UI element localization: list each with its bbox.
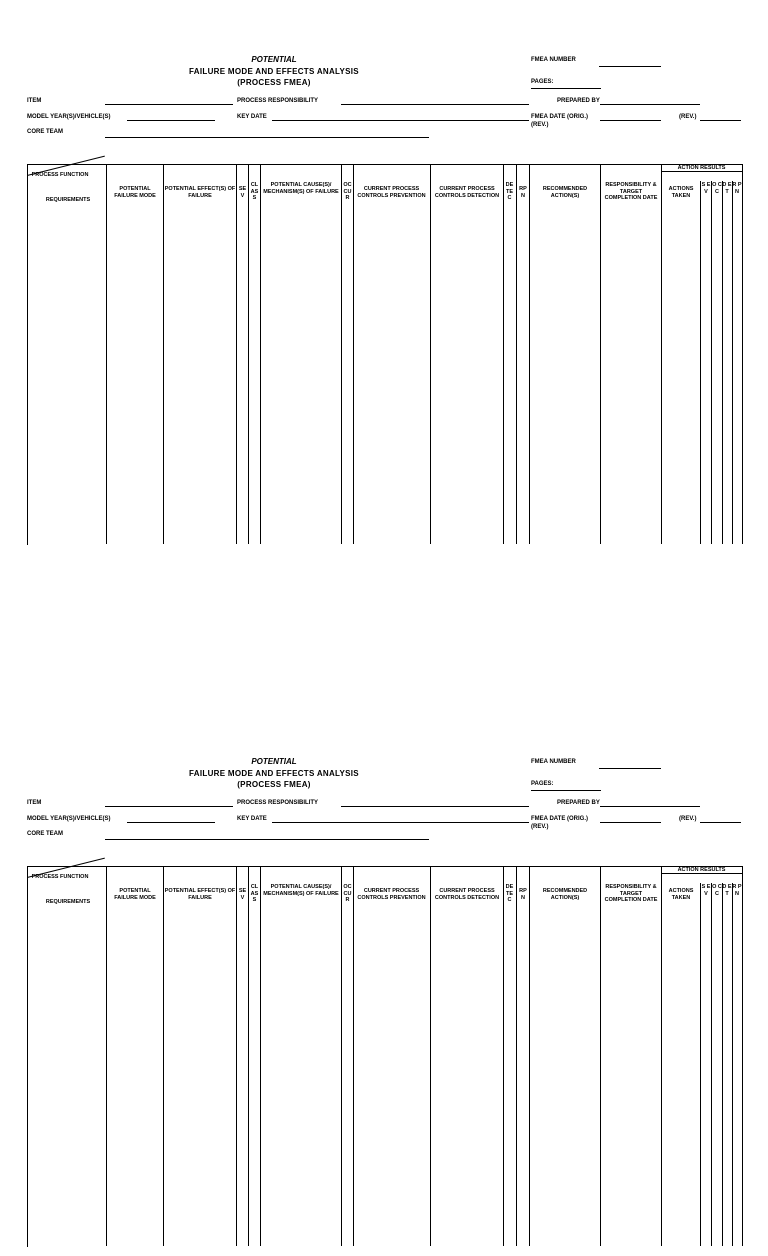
- col-prevention: CURRENT PROCESS CONTROLS PREVENTION: [357, 888, 426, 901]
- rev-field[interactable]: [700, 120, 741, 121]
- column-divider: [163, 164, 164, 544]
- core-team-field[interactable]: [105, 137, 429, 138]
- column-divider: [341, 164, 342, 544]
- fmea-date-label: FMEA DATE (ORIG.): [531, 114, 588, 120]
- key-date-label: KEY DATE: [237, 816, 267, 822]
- column-divider: [529, 164, 530, 544]
- fmea-date-field[interactable]: [600, 822, 661, 823]
- core-team-label: CORE TEAM: [27, 129, 63, 135]
- col-occur: OC CU R: [343, 884, 352, 903]
- table-right-edge: [742, 164, 743, 544]
- table-right-edge: [742, 866, 743, 1246]
- rev-field[interactable]: [700, 822, 741, 823]
- col-prevention: CURRENT PROCESS CONTROLS PREVENTION: [357, 186, 426, 199]
- item-label: ITEM: [27, 98, 42, 104]
- column-divider: [661, 866, 662, 1246]
- process-responsibility-label: PROCESS RESPONSIBILITY: [237, 98, 319, 104]
- key-date-label: KEY DATE: [237, 114, 267, 120]
- prepared-by-field[interactable]: [600, 806, 700, 807]
- col-actions-taken: ACTIONS TAKEN: [668, 186, 694, 199]
- col-detection: CURRENT PROCESS CONTROLS DETECTION: [434, 888, 500, 901]
- col-action-results: ACTION RESULTS: [677, 165, 726, 171]
- col-result-det: D E T: [722, 884, 732, 897]
- model-year-field[interactable]: [127, 822, 215, 823]
- key-date-field[interactable]: [272, 822, 529, 823]
- col-result-occ: O C C: [712, 884, 722, 897]
- col-dete: DE TE C: [505, 884, 514, 903]
- col-responsibility: RESPONSIBILITY & TARGET COMPLETION DATE: [604, 884, 658, 903]
- column-divider: [516, 164, 517, 544]
- col-dete: DE TE C: [505, 182, 514, 201]
- fmea-table: [27, 164, 743, 545]
- column-divider: [700, 181, 701, 544]
- col-result-det: D E T: [722, 182, 732, 195]
- column-divider: [260, 866, 261, 1246]
- fmea-form: [0, 54, 768, 554]
- col-detection: CURRENT PROCESS CONTROLS DETECTION: [434, 186, 500, 199]
- fmea-form: [0, 756, 768, 1256]
- rev-short-label: (REV.): [531, 824, 549, 830]
- col-causes: POTENTIAL CAUSE(S)/ MECHANISM(S) OF FAILURE: [263, 182, 339, 195]
- col-effects: POTENTIAL EFFECT(S) OF FAILURE: [164, 888, 236, 901]
- form-title: FAILURE MODE AND EFFECTS ANALYSIS: [189, 67, 359, 76]
- fmea-number-label: FMEA NUMBER: [531, 57, 576, 63]
- column-divider: [236, 866, 237, 1246]
- column-divider: [503, 164, 504, 544]
- col-rpn: RP N: [519, 888, 527, 901]
- col-result-rpn: R P N: [732, 182, 742, 195]
- column-divider: [711, 883, 712, 1246]
- column-divider: [700, 883, 701, 1246]
- core-team-field[interactable]: [105, 839, 429, 840]
- pages-label: PAGES:: [531, 79, 554, 85]
- col-requirements: REQUIREMENTS: [45, 197, 91, 203]
- pages-field[interactable]: [531, 88, 601, 89]
- fmea-date-label: FMEA DATE (ORIG.): [531, 816, 588, 822]
- process-responsibility-label: PROCESS RESPONSIBILITY: [237, 800, 319, 806]
- model-year-field[interactable]: [127, 120, 215, 121]
- fmea-table: [27, 866, 743, 1247]
- column-divider: [430, 866, 431, 1246]
- col-effects: POTENTIAL EFFECT(S) OF FAILURE: [164, 186, 236, 199]
- rev-label: (REV.): [679, 114, 697, 120]
- col-result-rpn: R P N: [732, 884, 742, 897]
- column-divider: [600, 866, 601, 1246]
- col-result-sev: S E V: [701, 884, 711, 897]
- column-divider: [248, 164, 249, 544]
- col-process-function: PROCESS FUNCTION: [31, 874, 89, 880]
- process-responsibility-field[interactable]: [341, 104, 529, 105]
- column-divider: [516, 866, 517, 1246]
- column-divider: [106, 164, 107, 544]
- item-field[interactable]: [105, 806, 233, 807]
- column-divider: [722, 181, 723, 544]
- column-divider: [722, 883, 723, 1246]
- column-divider: [711, 181, 712, 544]
- fmea-number-label: FMEA NUMBER: [531, 759, 576, 765]
- col-occur: OC CU R: [343, 182, 352, 201]
- col-result-occ: O C C: [712, 182, 722, 195]
- column-divider: [260, 164, 261, 544]
- rev-label: (REV.): [679, 816, 697, 822]
- model-year-label: MODEL YEAR(S)/VEHICLE(S): [27, 114, 111, 120]
- form-title: FAILURE MODE AND EFFECTS ANALYSIS: [189, 769, 359, 778]
- core-team-label: CORE TEAM: [27, 831, 63, 837]
- col-failure-mode: POTENTIAL FAILURE MODE: [114, 186, 156, 199]
- prepared-by-field[interactable]: [600, 104, 700, 105]
- column-divider: [430, 164, 431, 544]
- col-sev: SE V: [238, 888, 247, 901]
- item-field[interactable]: [105, 104, 233, 105]
- col-rpn: RP N: [519, 186, 527, 199]
- col-recommended: RECOMMENDED ACTION(S): [542, 888, 588, 901]
- column-divider: [236, 164, 237, 544]
- column-divider: [600, 164, 601, 544]
- rev-short-label: (REV.): [531, 122, 549, 128]
- form-title-italic: POTENTIAL: [251, 757, 297, 766]
- col-result-sev: S E V: [701, 182, 711, 195]
- col-class: CL AS S: [250, 884, 259, 903]
- form-subtitle: (PROCESS FMEA): [237, 78, 311, 87]
- form-subtitle: (PROCESS FMEA): [237, 780, 311, 789]
- pages-field[interactable]: [531, 790, 601, 791]
- prepared-by-label: PREPARED BY: [557, 98, 600, 104]
- fmea-number-field[interactable]: [599, 66, 661, 67]
- model-year-label: MODEL YEAR(S)/VEHICLE(S): [27, 816, 111, 822]
- col-process-function: PROCESS FUNCTION: [31, 172, 89, 178]
- form-title-italic: POTENTIAL: [251, 55, 297, 64]
- pages-label: PAGES:: [531, 781, 554, 787]
- column-divider: [353, 866, 354, 1246]
- col-causes: POTENTIAL CAUSE(S)/ MECHANISM(S) OF FAILURE: [263, 884, 339, 897]
- process-responsibility-field[interactable]: [341, 806, 529, 807]
- fmea-date-field[interactable]: [600, 120, 661, 121]
- fmea-number-field[interactable]: [599, 768, 661, 769]
- col-actions-taken: ACTIONS TAKEN: [668, 888, 694, 901]
- col-requirements: REQUIREMENTS: [45, 899, 91, 905]
- column-divider: [163, 866, 164, 1246]
- col-failure-mode: POTENTIAL FAILURE MODE: [114, 888, 156, 901]
- column-divider: [503, 866, 504, 1246]
- column-divider: [732, 883, 733, 1246]
- column-divider: [529, 866, 530, 1246]
- column-divider: [661, 164, 662, 544]
- column-divider: [341, 866, 342, 1246]
- col-recommended: RECOMMENDED ACTION(S): [542, 186, 588, 199]
- item-label: ITEM: [27, 800, 42, 806]
- key-date-field[interactable]: [272, 120, 529, 121]
- col-responsibility: RESPONSIBILITY & TARGET COMPLETION DATE: [604, 182, 658, 201]
- column-divider: [353, 164, 354, 544]
- column-divider: [106, 866, 107, 1246]
- col-action-results: ACTION RESULTS: [677, 867, 726, 873]
- col-sev: SE V: [238, 186, 247, 199]
- column-divider: [732, 181, 733, 544]
- prepared-by-label: PREPARED BY: [557, 800, 600, 806]
- col-class: CL AS S: [250, 182, 259, 201]
- column-divider: [248, 866, 249, 1246]
